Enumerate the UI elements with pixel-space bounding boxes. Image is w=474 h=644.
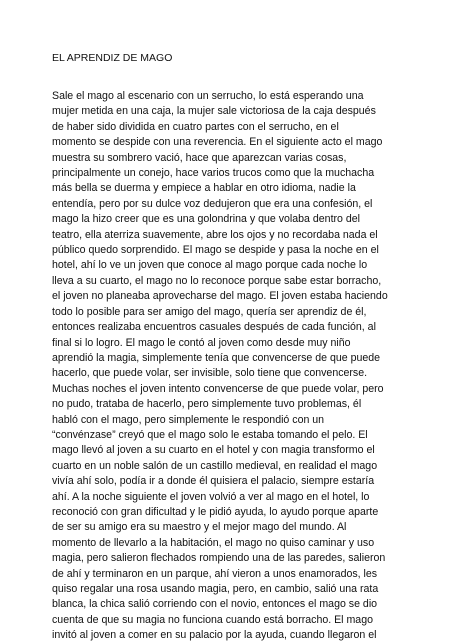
body-line: mago llevó al joven a su cuarto en el hotel y con magia transformo el [52,444,375,457]
body-line: entonces realizaba encuentros casuales después de cada función, al [52,321,376,334]
body-line: magia, pero salieron flechados rompiendo una de las paredes, salieron [52,552,386,565]
body-line: de haber sido dividida en cuatro partes con el serrucho, en el [52,120,339,133]
body-line: reconoció con gran dificultad y le pidió ayuda, lo ayudo porque aparte [52,505,379,518]
body-line: todo lo posible para ser amigo del mago, quería ser aprendiz de él, [52,305,367,318]
body-line: entendía, pero por su dulce voz dedujeron que era una confesión, el [52,197,373,210]
body-line: hotel, ahí lo ve un joven que conoce al mago porque cada noche lo [52,259,368,272]
body-line: Muchas noches el joven intento convencerse de que puede volar, pero [52,382,384,395]
body-line: público quedo sorprendido. El mago se despide y pasa la noche en el [52,244,379,257]
body-line: cuenta de que su magia no funciona cuando está borracho. El mago [52,613,373,626]
body-line: hacerlo, que puede volar, ser invisible, solo tiene que convencerse. [52,367,368,380]
body-line: blanca, la chica salió corriendo con el novio, entonces el mago se dio [52,598,378,611]
document-title: EL APRENDIZ DE MAGO [52,52,173,64]
body-line: momento se despide con una reverencia. En el siguiente acto el mago [52,136,383,149]
body-line: de ahí y terminaron en un parque, ahí vieron a unos enamorados, les [52,567,378,580]
body-line: invitó al joven a comer en su palacio por la ayuda, cuando llegaron el [52,629,377,642]
body-line: muestra su sombrero vació, hace que aparezcan varias cosas, [52,151,347,164]
body-line: no pudo, trataba de hacerlo, pero simplemente tuvo problemas, él [52,398,362,411]
body-line: mujer metida en una caja, la mujer sale victoriosa de la caja después [52,105,376,118]
body-line: cuarto en un noble salón de un castillo medieval, en realidad el mago [52,459,378,472]
body-line: el joven no planeaba aprovecharse del mago. El joven estaba haciendo [52,290,388,303]
body-line: aprendió la magia, simplemente tenía que convencerse de que puede [52,351,381,364]
body-line: teatro, ella aterriza suavemente, abre los ojos y no recordaba nada el [52,228,378,241]
body-line: habló con el mago, pero simplemente le respondió con un [52,413,325,426]
body-line: momento de llevarlo a la habitación, el mago no quiso caminar y uso [52,536,375,549]
body-line: mago la hizo creer que es una golondrina y que volaba dentro del [52,213,361,226]
body-line: ahí. A la noche siguiente el joven volvió a ver al mago en el hotel, lo [52,490,370,503]
body-line: Sale el mago al escenario con un serrucho, lo está esperando una [52,90,364,102]
body-line: lleva a su cuarto, el mago no lo reconoce porque sabe estar borracho, [52,274,382,287]
document-body [52,89,432,644]
body-line: vivía ahí solo, podía ir a donde él quisiera el palacio, siempre estaría [52,475,375,488]
body-line: “convénzase” creyó que el mago solo le estaba tomando el pelo. El [52,428,368,441]
body-line: de ser su amigo era su maestro y el mejor mago del mundo. Al [52,521,347,534]
body-line: principalmente un conejo, hace varios trucos como que la muchacha [52,167,375,180]
body-line: quiso regalar una rosa usando magia, pero, en cambio, salió una rata [52,583,379,595]
body-line: final si lo logro. El mago le contó al joven como desde muy niño [52,336,351,349]
body-line: más bella se duerma y empiece a hablar en otro idioma, nadie la [52,182,356,195]
